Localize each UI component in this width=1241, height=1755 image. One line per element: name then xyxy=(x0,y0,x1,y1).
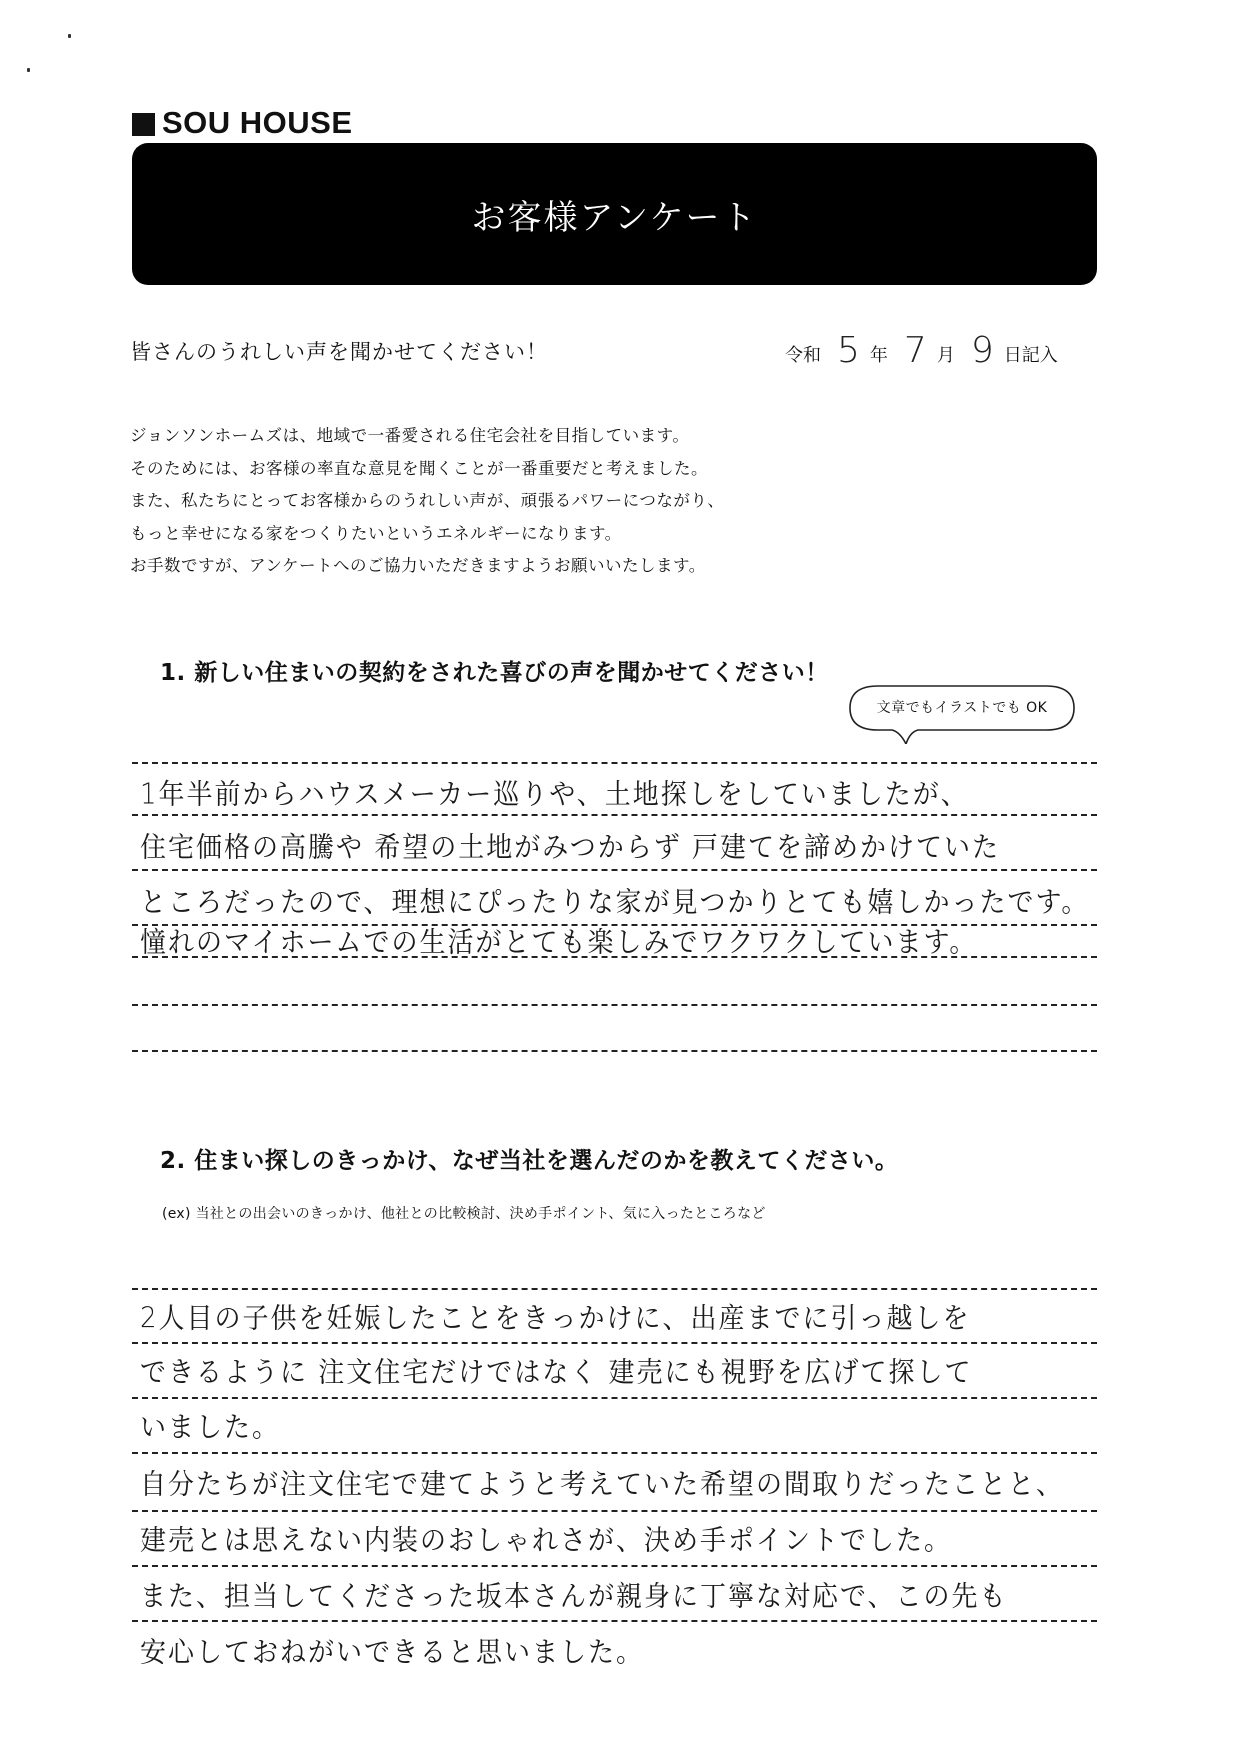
answer-line xyxy=(132,1288,1097,1290)
q2-answer-line: できるように 注文住宅だけではなく 建売にも視野を広げて探して xyxy=(140,1356,973,1389)
brand-name: SOU HOUSE xyxy=(162,105,353,140)
day-label: 日記入 xyxy=(1003,345,1058,366)
intro-line: ジョンソンホームズは、地域で一番愛される住宅会社を目指しています。 xyxy=(130,426,690,445)
question-2-example: (ex) 当社との出会いのきっかけ、他社との比較検討、決め手ポイント、気に入ったところなど xyxy=(162,1206,766,1222)
intro-line: また、私たちにとってお客様からのうれしい声が、頑張るパワーにつながり、 xyxy=(130,491,725,510)
era-label: 令和 xyxy=(785,345,821,366)
year-value: 5 xyxy=(837,330,860,371)
hint-text: 文章でもイラストでも OK xyxy=(876,700,1048,716)
day-value: 9 xyxy=(970,330,994,371)
survey-title: お客様アンケート xyxy=(471,197,758,238)
intro-line: もっと幸せになる家をつくりたいというエネルギーになります。 xyxy=(130,523,622,543)
answer-line xyxy=(132,1050,1097,1052)
q2-answer-line: 建売とは思えない内装のおしゃれさが、決め手ポイントでした。 xyxy=(140,1524,953,1557)
answer-line xyxy=(132,1397,1097,1399)
q2-answer-line: 2人目の子供を妊娠したことをきっかけに、出産までに引っ越しを xyxy=(140,1302,971,1335)
scan-speck xyxy=(68,34,71,38)
answer-line xyxy=(132,1004,1097,1006)
q1-answer-line: ところだったので、理想にぴったりな家が見つかりとても嬉しかったです。 xyxy=(140,886,1090,919)
answer-line xyxy=(132,1620,1097,1622)
intro-line: そのためには、お客様の率直な意見を聞くことが一番重要だと考えました。 xyxy=(130,458,708,478)
scan-speck xyxy=(27,68,30,72)
month-value: 7 xyxy=(903,330,927,371)
survey-title-banner xyxy=(132,143,1097,285)
intro-paragraph xyxy=(130,420,724,583)
greeting-text: 皆さんのうれしい声を聞かせてください！ xyxy=(130,340,548,364)
date-field xyxy=(785,325,1058,371)
q2-answer-line: 自分たちが注文住宅で建てようと考えていた希望の間取りだったことと、 xyxy=(140,1468,1065,1501)
q1-answer-line: 1年半前からハウスメーカー巡りや、土地探しをしていましたが、 xyxy=(140,778,969,811)
question-2-heading: 2. 住まい探しのきっかけ、なぜ当社を選んだのかを教えてください。 xyxy=(160,1148,899,1174)
hint-speech-bubble xyxy=(848,684,1076,732)
answer-line xyxy=(132,1510,1097,1512)
q2-answer-line: また、担当してくださった坂本さんが親身に丁寧な対応で、この先も xyxy=(140,1580,1008,1613)
answer-line xyxy=(132,869,1097,871)
answer-line xyxy=(132,762,1097,764)
answer-line xyxy=(132,1452,1097,1454)
year-label: 年 xyxy=(869,345,888,366)
intro-line: お手数ですが、アンケートへのご協力いただきますようお願いいたします。 xyxy=(130,556,706,575)
q2-answer-line: いました。 xyxy=(140,1411,281,1444)
q2-answer-line: 安心しておねがいできると思いました。 xyxy=(140,1636,645,1669)
q1-answer-line: 憧れのマイホームでの生活がとても楽しみでワクワクしています。 xyxy=(140,926,978,959)
answer-line xyxy=(132,1342,1097,1344)
question-1-heading: 1. 新しい住まいの契約をされた喜びの声を聞かせてください！ xyxy=(160,660,829,686)
brand-square-icon xyxy=(132,113,155,136)
brand-logo xyxy=(132,103,353,143)
answer-line xyxy=(132,814,1097,816)
answer-line xyxy=(132,1565,1097,1567)
month-label: 月 xyxy=(936,345,955,366)
q1-answer-line: 住宅価格の高騰や 希望の土地がみつからず 戸建てを諦めかけていた xyxy=(140,831,1001,864)
